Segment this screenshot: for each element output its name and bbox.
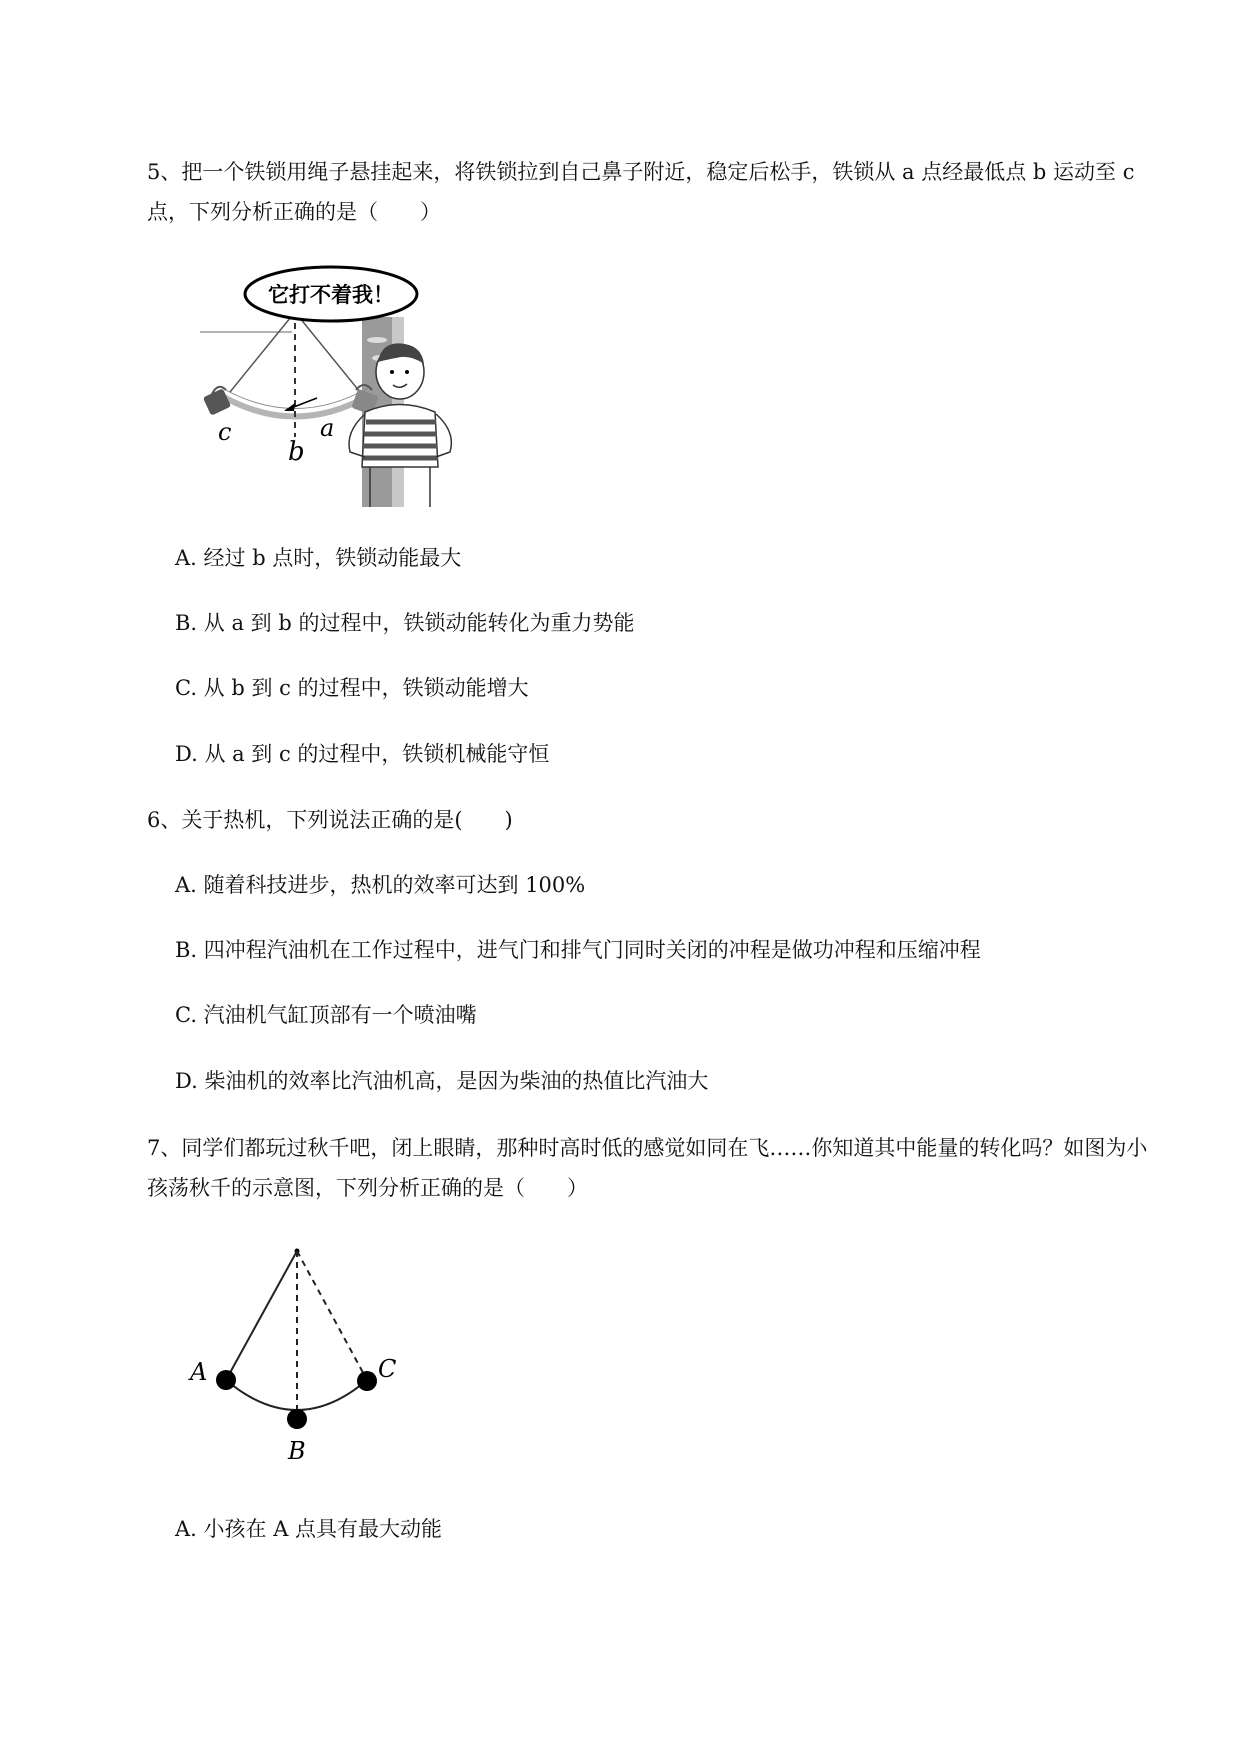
label-c: c [218, 418, 232, 446]
q5-option-c: C. 从 b 到 c 的过程中，铁锁动能增大 [175, 676, 529, 700]
q5-option-a: A. 经过 b 点时，铁锁动能最大 [175, 546, 462, 570]
q7-option-a: A. 小孩在 A 点具有最大动能 [175, 1517, 443, 1541]
q5-option-d: D. 从 a 到 c 的过程中，铁锁机械能守恒 [175, 742, 550, 766]
speech-bubble-text: 它打不着我！ [268, 283, 394, 307]
swing-diagram [180, 1235, 420, 1465]
label-B: B [288, 1437, 306, 1465]
question-7-stem: 7、同学们都玩过秋千吧，闭上眼睛，那种时高时低的感觉如同在飞……你知道其中能量的转化吗？如图为小孩荡秋千的示意图，下列分析正确的是（ ） [147, 1136, 1148, 1200]
label-a: a [320, 414, 335, 442]
q5-option-b: B. 从 a 到 b 的过程中，铁锁动能转化为重力势能 [175, 611, 635, 635]
q6-option-b: B. 四冲程汽油机在工作过程中，进气门和排气门同时关闭的冲程是做功冲程和压缩冲程 [175, 938, 981, 962]
label-A: A [190, 1358, 208, 1386]
question-6-stem: 6、关于热机，下列说法正确的是( ) [147, 808, 513, 832]
ball-c-icon [357, 1371, 377, 1391]
question-5-stem: 5、把一个铁锁用绳子悬挂起来，将铁锁拉到自己鼻子附近，稳定后松手，铁锁从 a 点经最低点 b 运动至 c 点，下列分析正确的是（ ） [147, 160, 1135, 224]
ball-a-icon [216, 1370, 236, 1390]
pendulum-lock-figure [200, 262, 455, 507]
ball-b-icon [287, 1409, 307, 1429]
label-b: b [288, 437, 305, 467]
label-C: C [378, 1355, 397, 1383]
q6-option-d: D. 柴油机的效率比汽油机高，是因为柴油的热值比汽油大 [175, 1069, 709, 1093]
q6-option-c: C. 汽油机气缸顶部有一个喷油嘴 [175, 1003, 477, 1027]
q6-option-a: A. 随着科技进步，热机的效率可达到 100% [175, 873, 586, 897]
